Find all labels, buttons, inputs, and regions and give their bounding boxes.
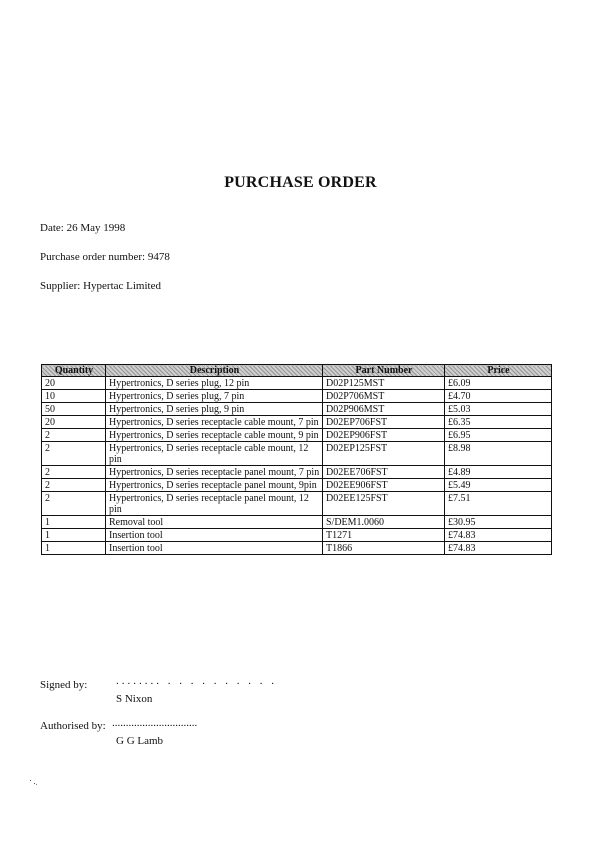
table-row [42, 403, 552, 416]
quantity-cell: 2 [42, 429, 106, 442]
description-cell: Removal tool [106, 516, 323, 529]
quantity-cell: 2 [42, 479, 106, 492]
quantity-cell: 2 [42, 492, 106, 516]
header-part-number: Part Number [323, 365, 445, 377]
quantity-cell: 1 [42, 542, 106, 555]
description-cell: Hypertronics, D series receptacle panel mount, 12 pin [106, 492, 323, 516]
signed-by-label: Signed by: [40, 679, 88, 691]
price-cell: £4.89 [445, 466, 552, 479]
part-number-cell: S/DEM1.0060 [323, 516, 445, 529]
part-number-cell: D02P125MST [323, 377, 445, 390]
price-cell: £74.83 [445, 529, 552, 542]
price-cell: £6.35 [445, 416, 552, 429]
part-number-cell: D02P706MST [323, 390, 445, 403]
description-cell: Hypertronics, D series receptacle panel mount, 7 pin [106, 466, 323, 479]
description-cell: Hypertronics, D series receptacle panel mount, 9pin [106, 479, 323, 492]
table-row [42, 516, 552, 529]
table-row [42, 529, 552, 542]
table-row [42, 377, 552, 390]
quantity-cell: 2 [42, 442, 106, 466]
table-row [42, 466, 552, 479]
price-cell: £4.70 [445, 390, 552, 403]
quantity-cell: 10 [42, 390, 106, 403]
part-number-cell: T1866 [323, 542, 445, 555]
price-cell: £74.83 [445, 542, 552, 555]
description-cell: Hypertronics, D series receptacle cable mount, 7 pin [106, 416, 323, 429]
part-number-cell: D02EE706FST [323, 466, 445, 479]
quantity-cell: 2 [42, 466, 106, 479]
quantity-cell: 20 [42, 377, 106, 390]
price-cell: £5.03 [445, 403, 552, 416]
price-cell: £6.95 [445, 429, 552, 442]
description-cell: Hypertronics, D series receptacle cable mount, 12 pin [106, 442, 323, 466]
table-row [42, 429, 552, 442]
scan-speck [30, 780, 38, 786]
quantity-cell: 1 [42, 529, 106, 542]
description-cell: Insertion tool [106, 529, 323, 542]
quantity-cell: 20 [42, 416, 106, 429]
table-header-row [42, 365, 552, 377]
order-items-table [41, 364, 552, 555]
price-cell: £7.51 [445, 492, 552, 516]
description-cell: Hypertronics, D series plug, 9 pin [106, 403, 323, 416]
part-number-cell: D02EE906FST [323, 479, 445, 492]
authorised-by-label: Authorised by: [40, 720, 106, 732]
signed-by-name: S Nixon [116, 693, 153, 705]
table-row [42, 390, 552, 403]
order-date: Date: 26 May 1998 [40, 222, 126, 234]
table-row [42, 492, 552, 516]
header-description: Description [106, 365, 323, 377]
header-price: Price [445, 365, 552, 377]
table-row [42, 479, 552, 492]
authorised-by-line: ............................... [112, 717, 198, 729]
description-cell: Hypertronics, D series plug, 7 pin [106, 390, 323, 403]
description-cell: Hypertronics, D series receptacle cable mount, 9 pin [106, 429, 323, 442]
description-cell: Insertion tool [106, 542, 323, 555]
supplier: Supplier: Hypertac Limited [40, 280, 161, 292]
description-cell: Hypertronics, D series plug, 12 pin [106, 377, 323, 390]
part-number-cell: D02EP125FST [323, 442, 445, 466]
purchase-order-number: Purchase order number: 9478 [40, 251, 170, 263]
quantity-cell: 1 [42, 516, 106, 529]
price-cell: £8.98 [445, 442, 552, 466]
page-title: PURCHASE ORDER [224, 174, 377, 191]
part-number-cell: D02EP906FST [323, 429, 445, 442]
table-row [42, 416, 552, 429]
table-row [42, 442, 552, 466]
price-cell: £30.95 [445, 516, 552, 529]
authorised-by-name: G G Lamb [116, 735, 164, 747]
price-cell: £5.49 [445, 479, 552, 492]
part-number-cell: D02EP706FST [323, 416, 445, 429]
part-number-cell: D02P906MST [323, 403, 445, 416]
price-cell: £6.09 [445, 377, 552, 390]
signed-by-line: ........ . . . . . . . . . . [116, 675, 277, 687]
part-number-cell: T1271 [323, 529, 445, 542]
header-quantity: Quantity [42, 365, 106, 377]
table-row [42, 542, 552, 555]
part-number-cell: D02EE125FST [323, 492, 445, 516]
quantity-cell: 50 [42, 403, 106, 416]
